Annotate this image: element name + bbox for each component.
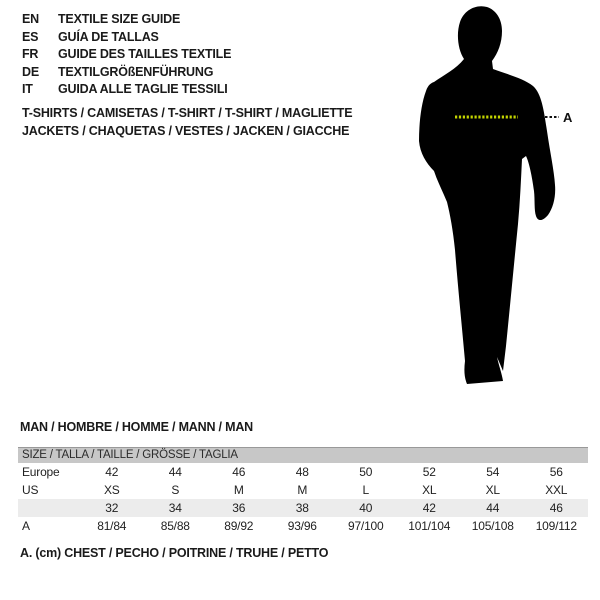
table-cell: 56 <box>549 465 563 479</box>
table-cell: XL <box>422 483 437 497</box>
man-silhouette-figure <box>400 0 600 400</box>
language-code: IT <box>22 82 33 97</box>
table-row-europe <box>18 463 588 481</box>
table-cell: 44 <box>168 465 182 479</box>
table-cell: 101/104 <box>408 519 451 533</box>
table-cell: 85/88 <box>160 519 190 533</box>
language-code: FR <box>22 47 39 62</box>
table-cell: 89/92 <box>224 519 254 533</box>
table-cell: 42 <box>398 499 462 517</box>
table-cell: 46 <box>525 499 589 517</box>
language-label: GUIDA ALLE TAGLIE TESSILI <box>58 82 228 97</box>
table-cell: 97/100 <box>347 519 384 533</box>
table-row-us <box>18 481 588 499</box>
table-cell: 48 <box>295 465 309 479</box>
table-cell: 105/108 <box>471 519 514 533</box>
table-cell: 54 <box>486 465 500 479</box>
row-label <box>18 499 80 517</box>
table-cell: 44 <box>461 499 525 517</box>
table-cell: 81/84 <box>97 519 127 533</box>
table-cell: 38 <box>271 499 335 517</box>
language-code: ES <box>22 29 39 44</box>
measure-label-a: A <box>563 110 573 125</box>
language-row-fr <box>22 46 382 64</box>
language-row-de <box>22 64 382 82</box>
section-title-man: MAN / HOMBRE / HOMME / MANN / MAN <box>20 420 253 434</box>
table-cell: 46 <box>232 465 246 479</box>
row-label: A <box>22 519 30 533</box>
table-cell: L <box>362 483 369 497</box>
category-list <box>22 104 442 140</box>
table-cell: M <box>233 483 244 497</box>
table-cell: 52 <box>422 465 436 479</box>
table-cell: 93/96 <box>287 519 317 533</box>
man-silhouette <box>419 6 555 384</box>
table-cell: 50 <box>359 465 373 479</box>
language-row-es <box>22 29 382 47</box>
category-tshirts: T-SHIRTS / CAMISETAS / T-SHIRT / T-SHIRT / MAGLIETTE <box>22 106 353 120</box>
language-label: TEXTILE SIZE GUIDE <box>58 12 181 26</box>
table-cell: 109/112 <box>535 519 577 533</box>
language-label: TEXTILGRÖßENFÜHRUNG <box>58 64 214 79</box>
language-row-en <box>22 11 382 29</box>
table-row-chest-a <box>18 517 588 535</box>
table-cell: 32 <box>80 499 144 517</box>
table-row-numeric <box>18 499 588 517</box>
size-table <box>18 447 588 535</box>
language-code: EN <box>22 12 39 26</box>
language-label: GUIDE DES TAILLES TEXTILE <box>58 47 232 62</box>
table-cell: 40 <box>334 499 398 517</box>
size-table-header: SIZE / TALLA / TAILLE / GRÖSSE / TAGLIA <box>18 447 588 463</box>
table-cell: XXL <box>545 483 568 497</box>
table-cell: XL <box>485 483 500 497</box>
category-jackets: JACKETS / CHAQUETAS / VESTES / JACKEN / GIACCHE <box>22 124 350 138</box>
table-cell: 42 <box>105 465 119 479</box>
table-cell: 34 <box>144 499 208 517</box>
row-label: US <box>22 483 39 497</box>
language-label: GUÍA DE TALLAS <box>58 29 159 44</box>
table-cell: S <box>171 483 180 497</box>
table-cell: 36 <box>207 499 271 517</box>
language-list <box>22 11 382 99</box>
table-cell: XS <box>103 483 120 497</box>
table-cell: M <box>297 483 308 497</box>
language-row-it <box>22 81 382 99</box>
language-code: DE <box>22 64 39 79</box>
row-label: Europe <box>22 465 60 479</box>
measurement-footnote: A. (cm) CHEST / PECHO / POITRINE / TRUHE / PETTO <box>20 546 329 560</box>
